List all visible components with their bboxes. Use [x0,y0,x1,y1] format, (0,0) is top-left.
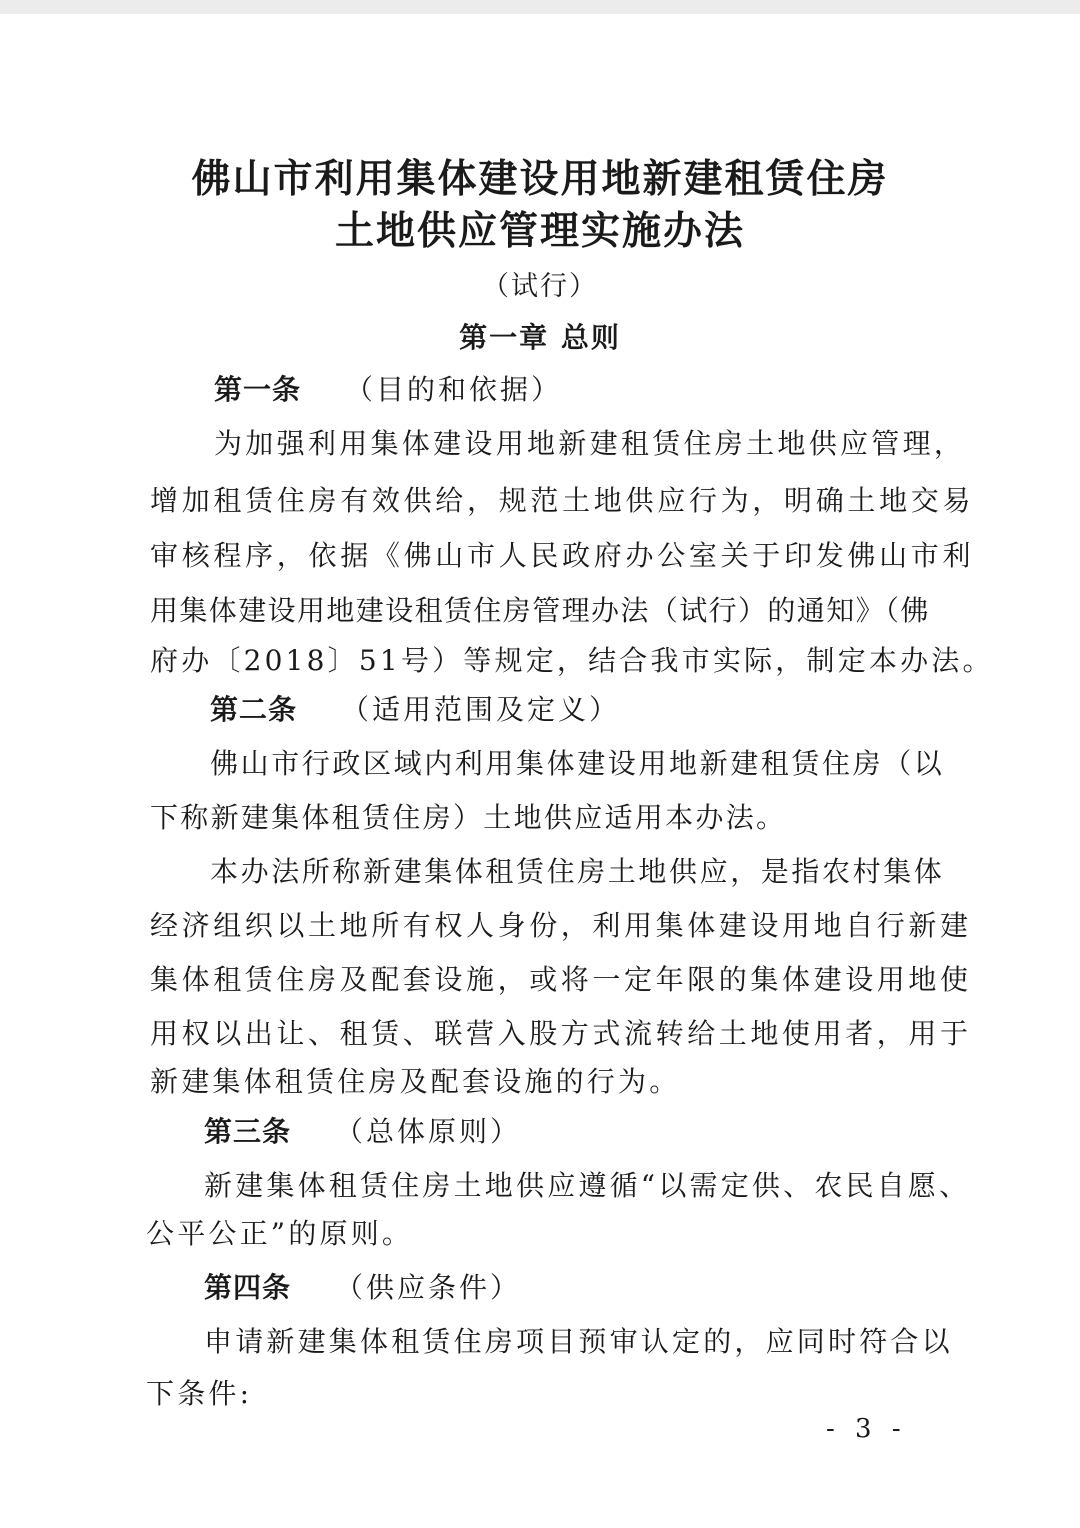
paragraph-line: 增加租赁住房有效供给，规范土地供应行为，明确土地交易 [150,484,975,517]
article-topic: （总体原则） [335,1115,522,1148]
paragraph-line: 本办法所称新建集体租赁住房土地供应，是指农村集体 [210,855,945,888]
article-number: 第四条 [204,1271,292,1304]
paragraph-line: 集体租赁住房及配套设施，或将一定年限的集体建设用地使 [150,963,972,996]
paragraph-line: 下称新建集体租赁住房）土地供应适用本办法。 [150,801,787,834]
article-number: 第一条 [214,373,302,406]
paragraph-line: 佛山市行政区域内利用集体建设用地新建租赁住房（以 [210,747,945,780]
article-number: 第二条 [210,693,298,726]
paragraph-line: 审核程序，依据《佛山市人民政府办公室关于印发佛山市利 [150,539,975,572]
article-topic: （供应条件） [335,1271,522,1304]
article-4-heading [204,1266,521,1306]
article-number: 第三条 [204,1115,292,1148]
article-topic: （适用范围及定义） [341,693,621,726]
paragraph-line: 为加强利用集体建设用地新建租赁住房土地供应管理， [214,427,966,460]
article-2-heading [210,688,620,728]
paragraph-line: 府办〔2018〕51号）等规定，结合我市实际，制定本办法。 [150,644,994,677]
paragraph-line: 新建集体租赁住房及配套设施的行为。 [150,1065,681,1098]
page-number: - 3 - [826,1414,907,1444]
title-line-2: 土地供应管理实施办法 [334,208,745,254]
paragraph-line: 用集体建设用地建设租赁住房管理办法（试行）的通知》（佛 [150,594,930,627]
paragraph-line: 用权以出让、租赁、联营入股方式流转给土地使用者，用于 [150,1017,972,1050]
paragraph-line: 下条件: [146,1377,253,1410]
scan-edge [0,0,1080,14]
title-line-1: 佛山市利用集体建设用地新建租赁住房 [191,156,889,202]
paragraph-line: 经济组织以土地所有权人身份，利用集体建设用地自行新建 [150,909,972,942]
article-topic: （目的和依据） [345,373,563,406]
paragraph-line: 申请新建集体租赁住房项目预审认定的，应同时符合以 [204,1325,953,1358]
article-3-heading [204,1110,521,1150]
paragraph-line: 公平公正”的原则。 [146,1217,414,1250]
subtitle: （试行） [482,271,598,302]
article-1-heading [214,368,562,408]
paragraph-line: 新建集体租赁住房土地供应遵循“以需定供、农民自愿、 [204,1169,971,1202]
chapter-heading: 第一章 总则 [459,321,621,354]
